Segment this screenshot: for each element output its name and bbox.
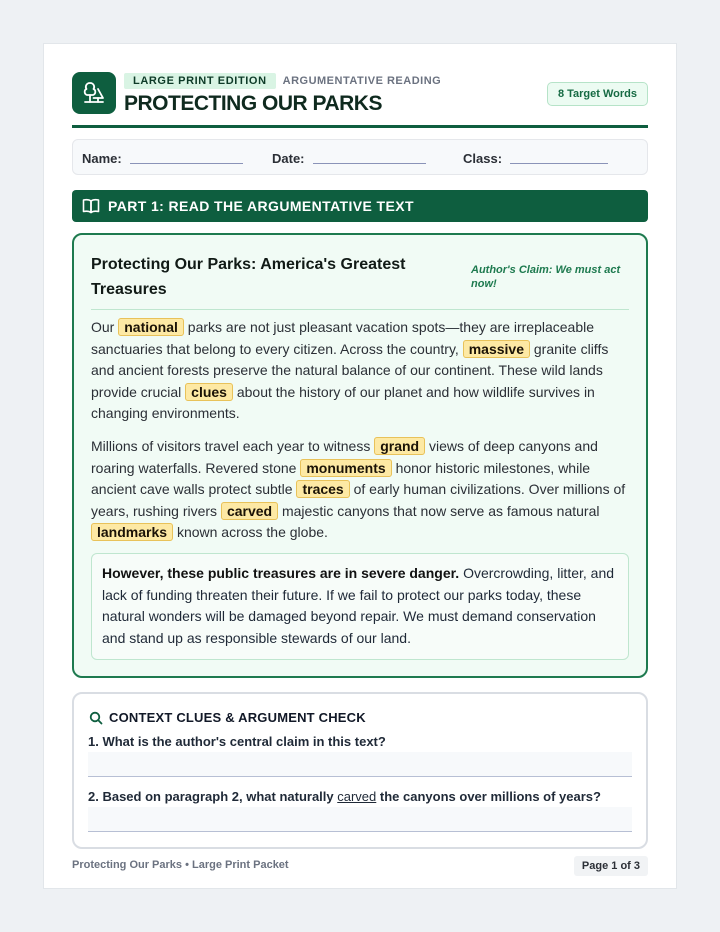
class-field[interactable]: [463, 140, 608, 176]
vocab-word-monuments[interactable]: monuments: [300, 459, 391, 477]
student-info-row: [72, 139, 648, 175]
paragraph-2: [91, 436, 629, 544]
page-number: Page 1 of 3: [574, 856, 648, 876]
worksheet-page: [43, 43, 677, 889]
question-2: [88, 789, 601, 804]
answer-2-input[interactable]: [88, 807, 632, 832]
question-2-text: 2. Based on paragraph 2, what naturally: [88, 789, 334, 804]
passage-divider: [91, 309, 629, 310]
paragraph-text: views of deep canyons and roaring waterfalls. Revered stone: [91, 438, 598, 476]
paragraph-1: [91, 317, 629, 425]
reading-passage-card: [72, 233, 648, 678]
name-label: Name:: [82, 150, 122, 166]
callout-text: Overcrowding, litter, and lack of funding threaten their future. If we fail to protect our parks today, these natural wonders will be damaged beyond repair. We must demand conservation and stand up as responsible stewards of our land.: [102, 565, 615, 646]
argument-callout: [91, 553, 629, 660]
paragraph-text: Our: [91, 319, 115, 335]
date-field[interactable]: [272, 140, 426, 176]
passage-title: Protecting Our Parks: America's Greatest Treasures: [91, 256, 406, 298]
class-blank[interactable]: [510, 163, 608, 164]
paragraph-text: about the history of our planet and how wildlife survives in changing environments.: [91, 383, 595, 421]
vocab-word-grand[interactable]: grand: [374, 437, 425, 455]
paragraph-text: majestic canyons that now serve as famous natural: [281, 502, 600, 519]
vocab-word-traces[interactable]: traces: [296, 480, 349, 498]
paragraph-text: known across the globe.: [176, 524, 328, 540]
callout-lead: However, these public treasures are in severe danger.: [102, 565, 460, 581]
edition-badge: LARGE PRINT EDITION: [124, 73, 276, 89]
header-divider: [72, 125, 648, 128]
context-check-card: [72, 692, 648, 849]
question-2-text: the canyons over millions of years?: [379, 789, 601, 804]
paragraph-text: parks are not just pleasant vacation spots—they are irreplaceable sanctuaries that belong to every citizen. Across the country,: [91, 319, 595, 357]
footer-title: Protecting Our Parks • Large Print Packet: [72, 859, 289, 871]
name-blank[interactable]: [130, 163, 243, 164]
open-book-icon: [82, 198, 100, 214]
vocab-word-landmarks[interactable]: landmarks: [91, 523, 173, 541]
paragraph-text: Millions of visitors travel each year to witness: [91, 438, 371, 454]
paragraph-text: of early human civilizations. Over millions of years, rushing rivers: [91, 481, 626, 519]
paragraph-text: honor historic milestones, while ancient cave walls protect subtle: [91, 459, 591, 497]
vocab-word-carved[interactable]: carved: [221, 502, 278, 520]
search-icon: [89, 711, 103, 725]
class-label: Class:: [463, 150, 503, 166]
header-badges: [124, 73, 441, 89]
answer-1-input[interactable]: [88, 752, 632, 777]
check-heading: [89, 710, 366, 725]
genre-label: ARGUMENTATIVE READING: [282, 75, 442, 87]
question-1: 1. What is the author's central claim in this text?: [88, 734, 386, 749]
vocab-word-clues[interactable]: clues: [185, 383, 233, 401]
vocab-word-massive[interactable]: massive: [463, 340, 530, 358]
author-claim: Author's Claim: We must act now!: [471, 264, 621, 290]
part-1-label: PART 1: READ THE ARGUMENTATIVE TEXT: [108, 198, 414, 214]
paragraph-text: granite cliffs and ancient forests preserve the natural balance of our continent. These wild lands provide crucial: [91, 340, 609, 400]
check-heading-text: CONTEXT CLUES & ARGUMENT CHECK: [109, 710, 366, 725]
date-label: Date:: [272, 150, 305, 166]
question-2-keyword: carved: [337, 789, 377, 804]
date-blank[interactable]: [313, 163, 426, 164]
target-words-badge: 8 Target Words: [547, 82, 648, 106]
tree-logo-icon: [72, 72, 116, 114]
page-title: PROTECTING OUR PARKS: [124, 92, 382, 115]
vocab-word-national[interactable]: national: [118, 318, 184, 336]
part-1-banner: [72, 190, 648, 222]
name-field[interactable]: [82, 140, 243, 176]
